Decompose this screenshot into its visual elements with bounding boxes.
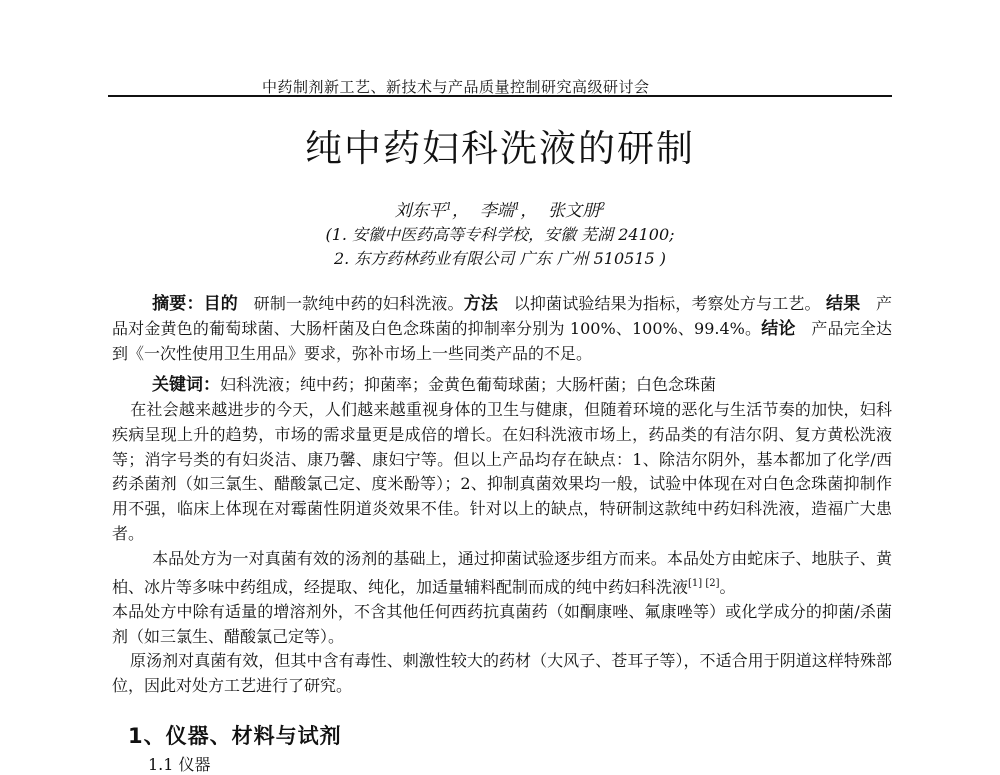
objective-text: 研制一款纯中药的妇科洗液。 bbox=[253, 294, 464, 313]
keywords-label: 关键词： bbox=[152, 375, 220, 395]
author-name: 张文朋 bbox=[548, 201, 599, 221]
subsection-heading: 1.1 仪器 bbox=[148, 755, 211, 774]
abstract bbox=[112, 292, 892, 366]
abstract-label: 摘要： bbox=[152, 294, 204, 314]
body-text bbox=[112, 398, 892, 699]
author-affil-marker: 1 bbox=[445, 201, 452, 213]
methods-text: 以抑菌试验结果为指标，考察处方与工艺。 bbox=[513, 294, 821, 313]
body-paragraph-1: 在社会越来越进步的今天，人们越来越重视身体的卫生与健康，但随着环境的恶化与生活节奏的加快，妇科疾病呈现上升的趋势，市场的需求量更是成倍的增长。在妇科洗液市场上，药品类的有洁尔阴、复方黄松洗液等；消字号类的有妇炎洁、康乃馨、康妇宁等。但以上产品均存在缺点：1、除洁尔阴外，基本都加了化学/西药杀菌剂（如三氯生、醋酸氯己定、度米酚等）；2、抑制真菌效果均一般，试验中体现在对白色念珠菌抑制作用不强，临床上体现在对霉菌性阴道炎效果不佳。针对以上的缺点，特研制这款纯中药妇科洗液，造福广大患者。 bbox=[112, 400, 892, 543]
citation-marker: [1] [2] bbox=[688, 577, 720, 589]
conclusion-label: 结论 bbox=[761, 318, 796, 339]
keywords bbox=[112, 373, 892, 398]
article-title: 纯中药妇科洗液的研制 bbox=[305, 127, 695, 170]
author-affil-marker: 1 bbox=[513, 201, 521, 213]
body-paragraph-4: 原汤剂对真菌有效，但其中含有毒性、刺激性较大的药材（大风子、苍耳子等），不适合用于阴道这样特殊部位，因此对处方工艺进行了研究。 bbox=[112, 651, 892, 696]
author-name: 李端 bbox=[479, 201, 514, 221]
running-header: 中药制剂新工艺、新技术与产品质量控制研究高级研讨会 bbox=[262, 78, 650, 96]
section-heading: 1、仪器、材料与试剂 bbox=[128, 724, 342, 748]
conclusion-text: 产品完全达到《一次性使用卫生用品》要求，弥补市场上一些同类产品的不足。 bbox=[112, 318, 892, 363]
methods-label: 方法 bbox=[463, 294, 499, 314]
author-affil-marker: 2 bbox=[599, 201, 606, 213]
objective-label: 目的 bbox=[203, 294, 238, 314]
author-list bbox=[0, 196, 1000, 221]
results-label: 结果 bbox=[825, 294, 861, 314]
body-paragraph-3: 本品处方中除有适量的增溶剂外，不含其他任何西药抗真菌药（如酮康唑、氟康唑等）或化学成分的抑菌/杀菌剂（如三氯生、醋酸氯己定等）。 bbox=[112, 601, 892, 646]
author-separator: ， bbox=[520, 201, 538, 221]
results-text: 产品对金黄色的葡萄球菌、大肠杆菌及白色念珠菌的抑制率分别为 100%、100%、99.4%。 bbox=[112, 294, 893, 338]
affiliation-2: 2. 东方药林药业有限公司 广东 广州 510515 ) bbox=[333, 249, 667, 268]
affiliation-1: (1. 安徽中医药高等专科学校，安徽 芜湖 24100; bbox=[325, 225, 675, 244]
keywords-text: 妇科洗液；纯中药；抑菌率；金黄色葡萄球菌；大肠杆菌；白色念珠菌 bbox=[220, 375, 717, 394]
author-name: 刘东平 bbox=[394, 201, 446, 221]
header-rule bbox=[108, 95, 892, 97]
author-separator: ， bbox=[452, 201, 469, 221]
body-paragraph-2: 本品处方为一对真菌有效的汤剂的基础上，通过抑菌试验逐步组方而来。本品处方由蛇床子、地肤子、黄柏、冰片等多味中药组成，经提取、纯化，加适量辅料配制而成的纯中药妇科洗液[1] [2]。 bbox=[112, 548, 892, 596]
